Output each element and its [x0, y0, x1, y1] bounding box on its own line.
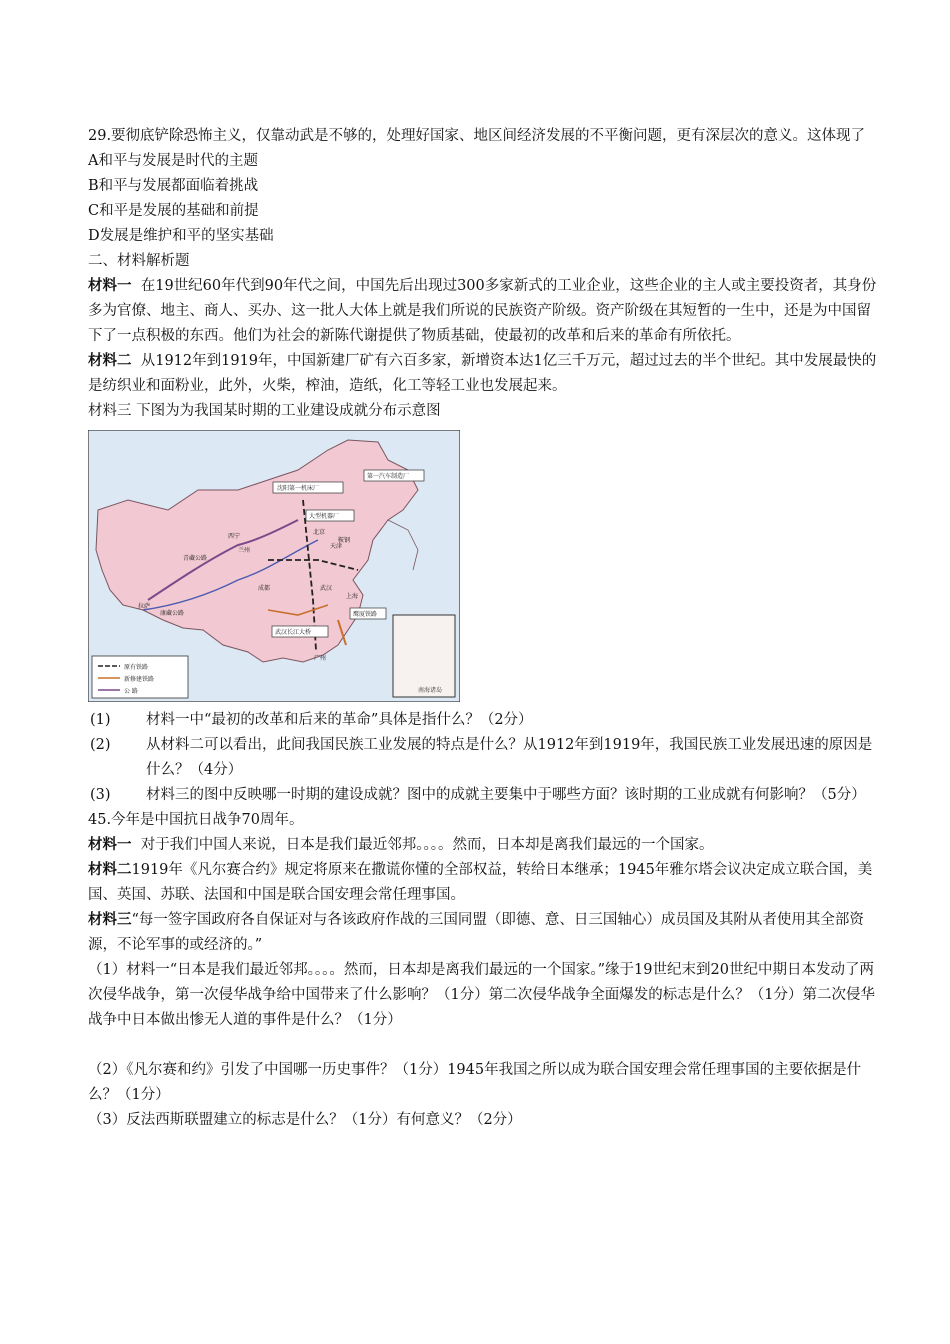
map-label-lanzhou: 兰州	[238, 547, 251, 554]
map-label-xining: 西宁	[228, 533, 241, 540]
map-label-faw: 第一汽车制造厂	[367, 473, 410, 480]
sub-question-2	[88, 733, 878, 783]
map-label-south-sea: 南海诸岛	[418, 687, 443, 694]
q45-question-2: （2）《凡尔赛和约》引发了中国哪一历史事件？（1分）1945年我国之所以成为联合国安理会常任理事国的主要依据是什么？（1分）	[88, 1062, 862, 1103]
sub-question-1	[88, 708, 878, 733]
map-label-tianjin: 天津	[330, 543, 343, 550]
material-2-label: 材料二	[88, 353, 132, 369]
map-label-guangzhou: 广州	[314, 655, 327, 662]
q29-option-c: C和平是发展的基础和前提	[88, 203, 259, 219]
q29-option-a: A和平与发展是时代的主题	[88, 153, 258, 169]
sub-question-3	[88, 783, 878, 808]
q29-option-d: D发展是维护和平的坚实基础	[88, 228, 274, 244]
map-label-chengdu: 成都	[258, 585, 271, 592]
map-label-lhasa: 拉萨	[138, 603, 151, 610]
map-label-shenyang: 沈阳第一机床厂	[277, 485, 320, 492]
sub-question-1-num: (1)	[90, 712, 111, 728]
legend-old-railway: 原有铁路	[124, 664, 149, 671]
section-title: 二、材料解析题	[88, 253, 190, 269]
q45-material-2-label: 材料二	[88, 862, 132, 878]
material-2	[88, 349, 878, 399]
material-1-label: 材料一	[88, 278, 132, 294]
q45-material-2-text: 1919年《凡尔赛合约》规定将原来在撒谎你懂的全部权益，转给日本继承；1945年雅尔塔会议决定成立联合国，美国、英国、苏联、法国和中国是联合国安理会常任理事国。	[88, 862, 873, 903]
material-1-text: 在19世纪60年代到90年代之间，中国先后出现过300多家新式的工业企业，这些企业的主人或主要投资者，其身份多为官僚、地主、商人、买办、这一批人大体上就是我们所说的民族资产阶级。资产阶级在其短暂的一生中，还是为中国留下了一点积极的东西。他们为社会的新陈代谢提供了物质基础，使最初的改革和后来的革命有所依托。	[88, 278, 877, 344]
legend-new-railway: 新修建铁路	[124, 676, 155, 683]
q29-stem: 29.要彻底铲除恐怖主义，仅靠动武是不够的，处理好国家、地区间经济发展的不平衡问题，更有深层次的意义。这体现了	[88, 128, 866, 144]
q45-material-1-text: 对于我们中国人来说，日本是我们最近邻邦。。。。然而，日本却是离我们最远的一个国家。	[140, 837, 714, 853]
sub-question-2-num: (2)	[90, 737, 111, 753]
china-map	[88, 430, 460, 702]
q45-material-3-text: “每一签字国政府各自保证对与各该政府作战的三国同盟（即德、意、日三国轴心）成员国及其附从者使用其全部资源，不论军事的或经济的。”	[88, 912, 864, 953]
q45-question-1: （1）材料一“日本是我们最近邻邦。。。。然而，日本却是离我们最远的一个国家。”缘于19世纪末到20世纪中期日本发动了两次侵华战争，第一次侵华战争给中国带来了什么影响？（1分）第二次侵华战争全面爆发的标志是什么？（1分）第二次侵华战争中日本做出惨无人道的事件是什么？（1分）	[88, 962, 875, 1028]
map-label-machine: 大型机器厂	[309, 513, 340, 520]
spacer	[88, 1033, 878, 1058]
map-label-wuhan: 武汉	[320, 585, 333, 592]
material-1	[88, 274, 878, 349]
document-page	[88, 124, 878, 1133]
q29-option-b: B和平与发展都面临着挑战	[88, 178, 259, 194]
q45-question-3: （3）反法西斯联盟建立的标志是什么？（1分）有何意义？（2分）	[88, 1112, 522, 1128]
map-label-ansteel: 鞍钢	[338, 537, 351, 544]
sub-question-1-text: 材料一中“最初的改革和后来的革命”具体是指什么？（2分）	[146, 712, 533, 728]
q45-stem: 45.今年是中国抗日战争70周年。	[88, 812, 304, 828]
material-2-text: 从1912年到1919年，中国新建厂矿有六百多家，新增资本达1亿三千万元，超过过去的半个世纪。其中发展最快的是纺织业和面粉业，此外，火柴，榨油，造纸，化工等轻工业也发展起来。	[88, 353, 877, 394]
map-label-shanghai: 上海	[346, 593, 359, 600]
q45-material-2	[88, 858, 878, 908]
map-label-beijing: 北京	[313, 529, 326, 536]
sub-question-3-num: (3)	[90, 787, 111, 803]
legend-highway: 公 路	[124, 688, 138, 695]
q45-material-3-label: 材料三	[88, 912, 132, 928]
map-label-yingxia: 鹰厦铁路	[353, 611, 378, 618]
industrial-map-figure	[88, 430, 460, 702]
q45-material-1-label: 材料一	[88, 837, 132, 853]
sub-question-3-text: 材料三的图中反映哪一时期的建设成就？图中的成就主要集中于哪些方面？该时期的工业成就有何影响？（5分）	[146, 787, 866, 803]
q45-material-1	[88, 833, 878, 858]
material-3-line: 材料三 下图为为我国某时期的工业建设成就分布示意图	[88, 403, 441, 419]
q45-material-3	[88, 908, 878, 958]
map-label-qingzang: 青藏公路	[183, 555, 208, 562]
map-label-kangzang: 康藏公路	[160, 610, 185, 617]
map-label-bridge: 武汉长江大桥	[275, 629, 312, 636]
sub-question-2-text: 从材料二可以看出，此间我国民族工业发展的特点是什么？从1912年到1919年，我国民族工业发展迅速的原因是什么？（4分）	[146, 737, 873, 778]
